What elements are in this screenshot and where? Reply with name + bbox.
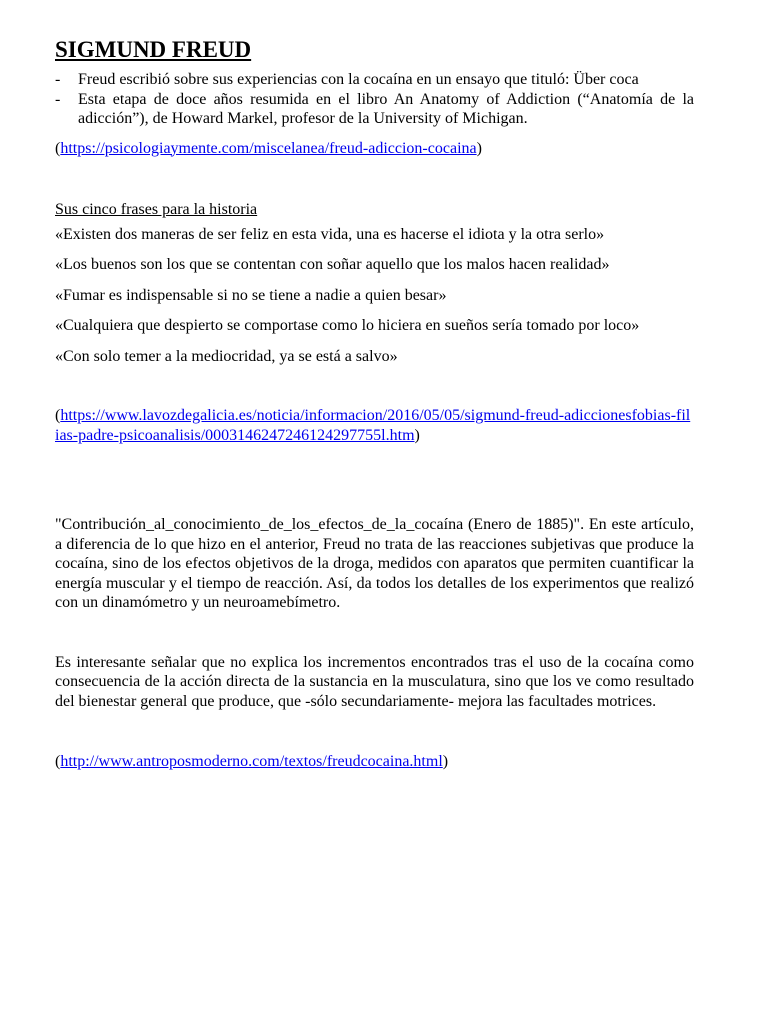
source-citation-3 xyxy=(55,752,694,772)
page-title: SIGMUND FREUD xyxy=(55,37,252,62)
bullet-marker: - xyxy=(55,90,61,108)
paragraph-contribucion: "Contribución_al_conocimiento_de_los_efectos_de_la_cocaína (Enero de 1885)". En este artículo, a diferencia de lo que hizo en el anterior, Freud no trata de las reacciones subjetivas que produce la cocaína, sino de los efectos objetivos de la droga, medidos con aparatos que permiten cuantificar la energía muscular y el tiempo de reacción. Así, da todos los detalles de los experimentos que realizó con un dinamómetro y un neuroamebímetro. xyxy=(55,516,694,611)
quote-3: «Fumar es indispensable si no se tiene a nadie a quien besar» xyxy=(55,286,447,304)
paren-close: ) xyxy=(476,139,482,157)
paren-close: ) xyxy=(414,426,420,444)
bullet-list xyxy=(55,70,694,129)
document-page xyxy=(55,36,694,772)
source-link-antroposmoderno[interactable]: http://www.antroposmoderno.com/textos/freudcocaina.html xyxy=(60,753,443,770)
section-heading: Sus cinco frases para la historia xyxy=(55,201,258,218)
paragraph-interesante: Es interesante señalar que no explica los incrementos encontrados tras el uso de la cocaína como consecuencia de la acción directa de la sustancia en la musculatura, sino que los ve como resultado del bienestar general que produce, que -sólo secundariamente- mejora las facultades motrices. xyxy=(55,653,694,710)
bullet-item xyxy=(55,90,694,129)
paren-close: ) xyxy=(442,753,449,770)
bullet-item xyxy=(55,70,694,90)
quote-2: «Los buenos son los que se contentan con soñar aquello que los malos hacen realidad» xyxy=(55,256,610,273)
source-citation-2 xyxy=(55,406,694,445)
bullet-text: Freud escribió sobre sus experiencias con la cocaína en un ensayo que tituló: Über coca xyxy=(78,71,639,88)
source-link-lavozdegalicia[interactable]: https://www.lavozdegalicia.es/noticia/informacion/2016/05/05/sigmund-freud-adiccionesfobias-filias-padre-psicoanalisis/0003146247246124297755l.htm xyxy=(55,407,691,444)
quote-1: «Existen dos maneras de ser feliz en esta vida, una es hacerse el idiota y la otra serlo» xyxy=(55,225,605,243)
source-link-psicologiaymente[interactable]: https://psicologiaymente.com/miscelanea/freud-adiccion-cocaina xyxy=(60,139,477,157)
paren-open: ( xyxy=(55,407,61,424)
quote-5: «Con solo temer a la mediocridad, ya se está a salvo» xyxy=(55,347,398,365)
quote-4: «Cualquiera que despierto se comportase como lo hiciera en sueños sería tomado por loco» xyxy=(55,317,640,334)
bullet-marker: - xyxy=(55,71,61,88)
source-citation-1 xyxy=(55,139,694,159)
paren-open: ( xyxy=(55,139,61,157)
paren-open: ( xyxy=(55,753,61,770)
bullet-text: Esta etapa de doce años resumida en el libro An Anatomy of Addiction (“Anatomía de la adicción”), de Howard Markel, profesor de la University of Michigan. xyxy=(78,90,694,127)
